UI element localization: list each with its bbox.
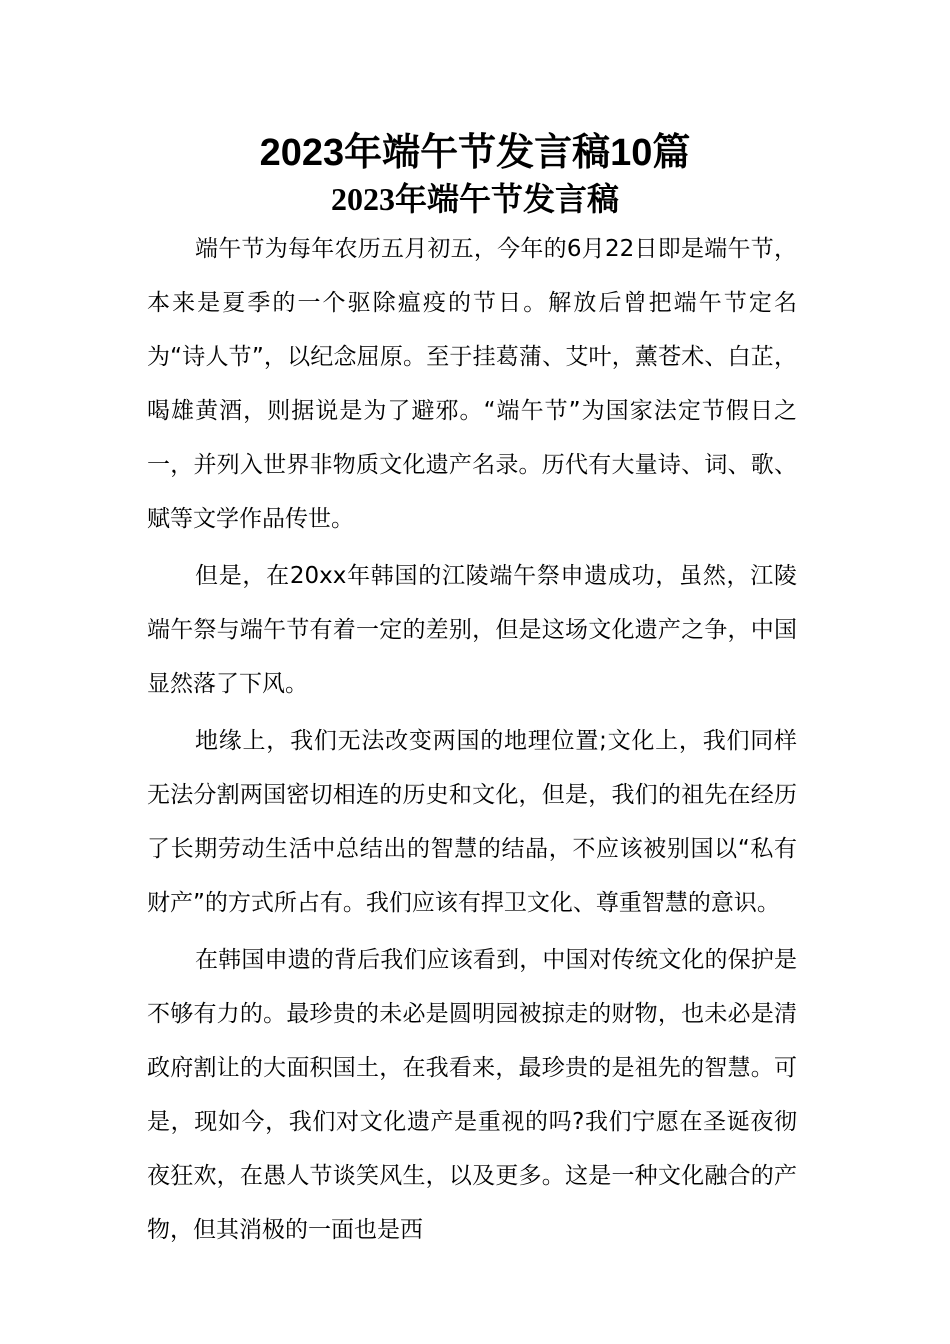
document-title: 2023年端午节发言稿10篇 (259, 132, 691, 174)
paragraph: 端午节为每年农历五月初五，今年的6月22日即是端午节，本来是夏季的一个驱除瘟疫的节日。解放后曾把端午节定名为“诗人节”，以纪念屈原。至于挂葛蒲、艾叶，薰苍术、白芷，喝雄黄酒，则据说是为了避邪。“端午节”为国家法定节假日之一，并列入世界非物质文化遗产名录。历代有大量诗、词、歌、赋等文学作品传世。 (147, 236, 797, 532)
document-subtitle: 2023年端午节发言稿 (330, 181, 619, 217)
paragraph: 但是，在20xx年韩国的江陵端午祭申遗成功，虽然，江陵端午祭与端午节有着一定的差别，但是这场文化遗产之争，中国显然落了下风。 (147, 563, 797, 697)
paragraph: 地缘上，我们无法改变两国的地理位置;文化上，我们同样无法分割两国密切相连的历史和文化，但是，我们的祖先在经历了长期劳动生活中总结出的智慧的结晶，不应该被别国以“私有财产”的方式所占有。我们应该有捍卫文化、尊重智慧的意识。 (147, 728, 797, 916)
paragraph: 在韩国申遗的背后我们应该看到，中国对传统文化的保护是不够有力的。最珍贵的未必是圆明园被掠走的财物，也未必是清政府割让的大面积国土，在我看来，最珍贵的是祖先的智慧。可是，现如今，我们对文化遗产是重视的吗?我们宁愿在圣诞夜彻夜狂欢，在愚人节谈笑风生，以及更多。这是一种文化融合的产物，但其消极的一面也是西 (147, 947, 797, 1243)
document-body (147, 222, 797, 1260)
